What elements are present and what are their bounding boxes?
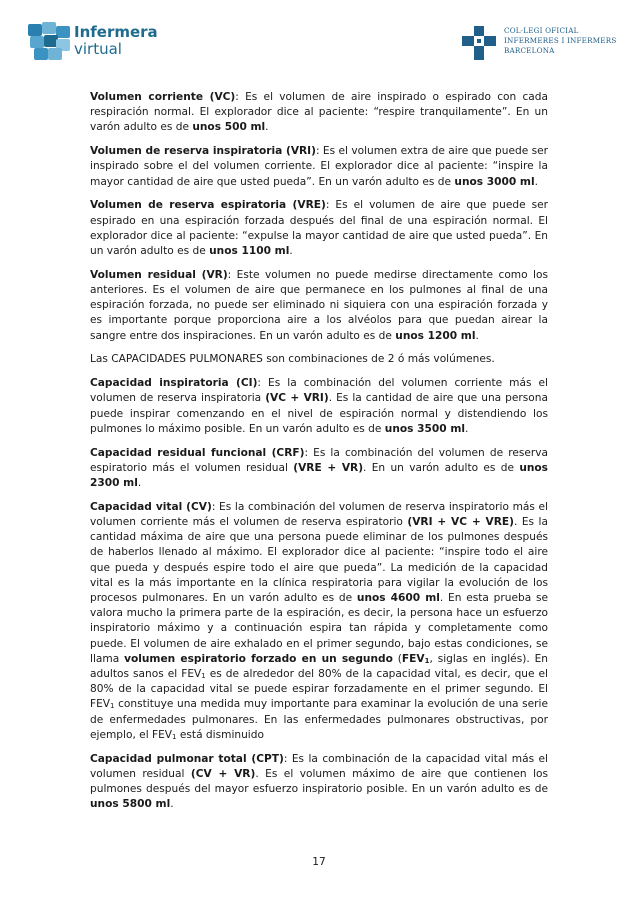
document-body: [90, 90, 548, 821]
coib-logo[interactable]: [462, 26, 617, 60]
paragraph-capacidad-inspiratoria: [90, 376, 548, 437]
paragraph-capacidades-intro: [90, 352, 548, 367]
bold-term: unos 5800 ml: [90, 798, 171, 811]
bold-term: Capacidad residual funcional (CRF): [90, 446, 305, 459]
page-number: 17: [312, 856, 326, 868]
text-run: , siglas en inglés). En adultos sanos el FEV: [90, 652, 549, 681]
college-line-2: INFERMERES I INFERMERS: [504, 36, 617, 45]
bold-term: Volumen de reserva inspiratoria (VRI): [90, 145, 316, 158]
text-run: .: [465, 422, 469, 435]
text-run: .: [170, 798, 174, 811]
bold-term: (CV + VR): [190, 767, 256, 780]
text-run: .: [265, 121, 269, 134]
page-header: [0, 22, 638, 72]
bold-term: unos 2300 ml: [90, 461, 548, 490]
text-run: Las CAPACIDADES PULMONARES son combinaciones de 2 ó más volúmenes.: [90, 353, 495, 366]
logo-line-1: Infermera: [74, 23, 158, 41]
bold-term: unos 3000 ml: [454, 175, 535, 188]
text-run: : Este volumen no puede medirse directamente como los anteriores. Es el volumen de aire que permanece en los pulmones al final de una espiración forzada, no puede ser eliminado ni siquiera con una espiración forzada y es importante porque proporciona aire a los alvéolos para que puedan airear la sangre entre dos inspiraciones. En un varón adulto es de: [90, 268, 548, 342]
cross-icon: [462, 26, 498, 60]
text-run: : Es el volumen extra de aire que puede ser inspirado sobre el del volumen corriente. El explorador dice al paciente: “inspire la mayor cantidad de aire que usted pueda”. En un varón adulto es de: [90, 145, 548, 188]
bold-term: Capacidad pulmonar total (CPT): [90, 752, 284, 765]
text-run: es de alrededor del 80% de la capacidad vital, es decir, que el 80% de la capacidad vital se puede espirar forzadamente en el primer segundo. El FEV: [90, 668, 548, 711]
subscript: 1: [201, 672, 206, 681]
text-run: está disminuido: [176, 728, 264, 741]
bold-term: unos 500 ml: [192, 121, 266, 134]
bold-term: Volumen de reserva espiratoria (VRE): [90, 199, 326, 212]
bold-term: Capacidad vital (CV): [90, 500, 212, 513]
bold-term: unos 3500 ml: [384, 422, 465, 435]
paragraph-capacidad-pulmonar-total: [90, 752, 548, 813]
college-line-1: COL·LEGI OFICIAL: [504, 26, 579, 35]
subscript: 1: [172, 732, 177, 741]
bold-term: Volumen corriente (VC): [90, 91, 236, 103]
text-run: .: [534, 175, 538, 188]
text-run: : Es la combinación del volumen de reserva espiratorio más el volumen residual: [90, 446, 548, 474]
text-run: . Es el volumen máximo de aire que contienen los pulmones después del mayor esfuerzo inspiratorio posible. En un varón adulto es de: [90, 767, 549, 796]
paragraph-capacidad-vital: [90, 500, 548, 743]
text-run: .: [137, 477, 142, 490]
college-line-3: BARCELONA: [504, 46, 555, 55]
paragraph-volumen-reserva-espiratoria: [90, 198, 548, 259]
text-run: : Es la combinación del volumen de reserva inspiratorio más el volumen corriente más el volumen de reserva espiratorio: [90, 500, 548, 529]
bold-term: unos 1200 ml: [395, 329, 476, 342]
bold-term: FEV: [401, 652, 425, 665]
text-run: constituye una medida muy importante para examinar la evolución de una serie de enfermedades pulmonares. En las enfermedades pulmonares obstructivas, por ejemplo, el FEV: [90, 698, 548, 741]
bold-term: (VRE + VR): [293, 461, 364, 474]
text-run: .: [289, 245, 293, 258]
text-run: : Es el volumen de aire que puede ser espirado en una espiración forzada después del final de una espiración normal. El explorador dice al paciente: “expulse la mayor cantidad de aire que usted pueda”. En un varón adulto es de: [90, 199, 548, 258]
text-run: . En esta prueba se valora mucho la primera parte de la espiración, es decir, la persona hace un esfuerzo inspiratorio máximo y a continuación espira tan rápida y completamente como puede. El volumen de aire exhalado en el primer segundo, bajo estas condiciones, se llama: [90, 592, 548, 665]
text-run: .: [475, 329, 479, 342]
text-run: . Es la cantidad máxima de aire que una persona puede eliminar de los pulmones después de haberlos llenado al máximo. El explorador dice al paciente: “inspire todo el aire que pueda y después espire todo el aire que pueda”. La medición de la capacidad vital es la más importante en la clínica respiratoria para vigilar la evolución de los procesos pulmonares. En un varón adulto es de: [90, 516, 548, 605]
text-run: : Es el volumen de aire inspirado o espirado con cada respiración normal. El explorador dice al paciente: “respire tranquilamente”. En un varón adulto es de: [90, 91, 549, 134]
text-run: (: [392, 652, 402, 665]
subscript: 1: [110, 702, 115, 711]
bold-term: (VC + VRI): [265, 392, 329, 405]
text-run: : Es la combinación de la capacidad vital más el volumen residual: [90, 752, 549, 780]
text-run: . En un varón adulto es de: [363, 461, 520, 474]
paragraph-volumen-reserva-inspiratoria: [90, 144, 548, 190]
puzzle-icon: [28, 22, 70, 60]
bold-term: unos 1100 ml: [209, 245, 290, 258]
subscript: 1: [424, 656, 430, 665]
bold-term: unos 4600 ml: [356, 592, 440, 605]
paragraph-volumen-residual: [90, 268, 548, 344]
text-run: : Es la combinación del volumen corriente más el volumen de reserva inspiratoria: [90, 377, 549, 405]
bold-term: (VRI + VC + VRE): [407, 516, 514, 529]
bold-term: volumen espiratorio forzado en un segundo: [124, 652, 393, 665]
paragraph-capacidad-residual-funcional: [90, 446, 548, 492]
bold-term: Capacidad inspiratoria (CI): [90, 377, 258, 390]
paragraph-volumen-corriente: [90, 90, 548, 136]
infermera-virtual-logo[interactable]: [28, 22, 158, 60]
logo-line-2: virtual: [74, 40, 122, 58]
bold-term: Volumen residual (VR): [90, 268, 228, 281]
text-run: . Es la cantidad de aire que una persona puede inspirar comenzando en el nivel de espiración normal y distendiendo los pulmones lo máximo posible. En un varón adulto es de: [90, 392, 548, 435]
